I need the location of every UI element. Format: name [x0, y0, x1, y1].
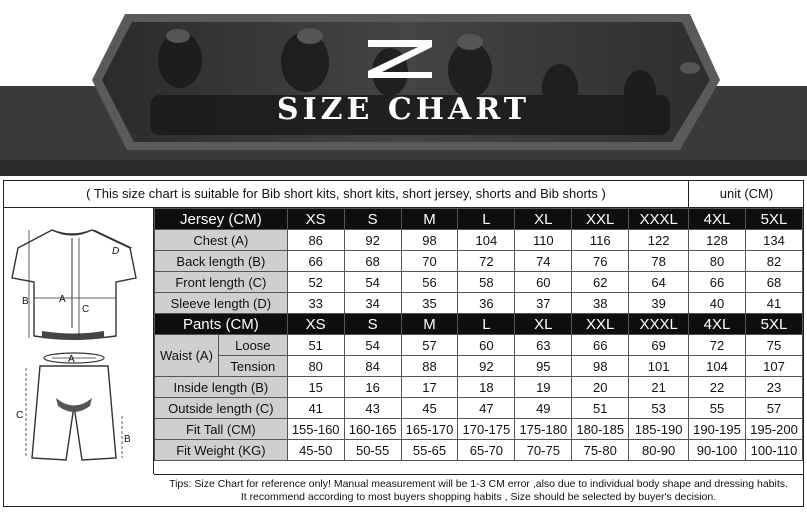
- unit-label: unit (CM): [688, 181, 804, 207]
- table-cell: 63: [515, 335, 572, 356]
- table-cell: 58: [458, 272, 515, 293]
- table-cell: 64: [629, 272, 689, 293]
- table-cell: 88: [401, 356, 458, 377]
- table-cell: 36: [458, 293, 515, 314]
- table-cell: 92: [344, 230, 401, 251]
- size-header: XXL: [572, 314, 629, 335]
- size-header: XXXL: [629, 209, 689, 230]
- table-cell: 104: [458, 230, 515, 251]
- table-row: [155, 293, 803, 314]
- shorts-label-a: A: [68, 354, 75, 365]
- table-cell: 160-165: [344, 419, 401, 440]
- shorts-label-c: C: [16, 410, 24, 421]
- table-cell: 195-200: [745, 419, 802, 440]
- row-label: Fit Tall (CM): [155, 419, 288, 440]
- table-cell: 68: [745, 272, 802, 293]
- size-header: XL: [515, 209, 572, 230]
- size-header: XS: [287, 314, 344, 335]
- table-cell: 56: [401, 272, 458, 293]
- table-cell: 50-55: [344, 440, 401, 461]
- table-cell: 101: [629, 356, 689, 377]
- table-cell: 107: [745, 356, 802, 377]
- size-header: XS: [287, 209, 344, 230]
- table-cell: 17: [401, 377, 458, 398]
- table-cell: 45-50: [287, 440, 344, 461]
- table-cell: 95: [515, 356, 572, 377]
- table-cell: 15: [287, 377, 344, 398]
- table-cell: 69: [629, 335, 689, 356]
- table-cell: 35: [401, 293, 458, 314]
- table-cell: 80-90: [629, 440, 689, 461]
- tips-line-1: Tips: Size Chart for reference only! Manual measurement will be 1-3 CM error ,also due to individual body shape and dressing habits.: [169, 478, 788, 490]
- pants-header-row: [155, 314, 803, 335]
- waist-label: Waist (A): [155, 335, 219, 377]
- table-cell: 180-185: [572, 419, 629, 440]
- table-cell: 57: [745, 398, 802, 419]
- table-cell: 70-75: [515, 440, 572, 461]
- pants-header: Pants (CM): [155, 314, 288, 335]
- table-cell: 21: [629, 377, 689, 398]
- banner: [0, 0, 807, 176]
- table-cell: 128: [689, 230, 746, 251]
- table-cell: 60: [515, 272, 572, 293]
- shorts-label-b: B: [124, 434, 131, 445]
- size-table: [154, 208, 803, 461]
- table-cell: 39: [629, 293, 689, 314]
- jersey-label-d: D: [112, 246, 120, 257]
- size-header: 4XL: [689, 209, 746, 230]
- table-cell: 54: [344, 335, 401, 356]
- table-row: [155, 398, 803, 419]
- table-cell: 51: [287, 335, 344, 356]
- table-cell: 37: [515, 293, 572, 314]
- table-cell: 68: [344, 251, 401, 272]
- row-sublabel: Tension: [218, 356, 287, 377]
- table-row: [155, 251, 803, 272]
- tips-line-2: It recommend according to most buyers shopping habits , Size should be selected by buyer's decision.: [240, 491, 717, 503]
- size-header: S: [344, 209, 401, 230]
- table-cell: 134: [745, 230, 802, 251]
- table-cell: 170-175: [458, 419, 515, 440]
- table-cell: 66: [572, 335, 629, 356]
- table-cell: 90-100: [689, 440, 746, 461]
- table-cell: 20: [572, 377, 629, 398]
- row-label: Outside length (C): [155, 398, 288, 419]
- table-cell: 185-190: [629, 419, 689, 440]
- table-cell: 66: [689, 272, 746, 293]
- illustration-panel: [4, 208, 154, 474]
- garment-diagram: [4, 208, 153, 474]
- banner-graphic: [0, 0, 807, 176]
- row-label: Front length (C): [155, 272, 288, 293]
- table-cell: 45: [401, 398, 458, 419]
- table-cell: 75: [745, 335, 802, 356]
- note-text: ( This size chart is suitable for Bib short kits, short kits, short jersey, shorts and Bib shorts ): [86, 186, 606, 201]
- row-label: Chest (A): [155, 230, 288, 251]
- table-cell: 116: [572, 230, 629, 251]
- table-cell: 86: [287, 230, 344, 251]
- size-header: 5XL: [745, 209, 802, 230]
- table-cell: 78: [629, 251, 689, 272]
- table-cell: 47: [458, 398, 515, 419]
- table-cell: 55-65: [401, 440, 458, 461]
- jersey-header-row: [155, 209, 803, 230]
- table-cell: 22: [689, 377, 746, 398]
- size-header: L: [458, 209, 515, 230]
- table-cell: 38: [572, 293, 629, 314]
- row-sublabel: Loose: [218, 335, 287, 356]
- table-row: [155, 230, 803, 251]
- table-cell: 100-110: [745, 440, 802, 461]
- table-cell: 62: [572, 272, 629, 293]
- table-row: [155, 272, 803, 293]
- table-cell: 155-160: [287, 419, 344, 440]
- size-header: M: [401, 314, 458, 335]
- table-row: [155, 335, 803, 356]
- page-title: SIZE CHART: [276, 92, 531, 127]
- size-header: L: [458, 314, 515, 335]
- table-cell: 76: [572, 251, 629, 272]
- table-cell: 70: [401, 251, 458, 272]
- table-cell: 40: [689, 293, 746, 314]
- table-cell: 74: [515, 251, 572, 272]
- table-cell: 82: [745, 251, 802, 272]
- size-header: XL: [515, 314, 572, 335]
- table-row: [155, 356, 803, 377]
- size-header: XXXL: [629, 314, 689, 335]
- note-row: [4, 181, 803, 208]
- table-cell: 16: [344, 377, 401, 398]
- size-header: S: [344, 314, 401, 335]
- table-cell: 98: [572, 356, 629, 377]
- table-cell: 110: [515, 230, 572, 251]
- table-cell: 92: [458, 356, 515, 377]
- row-label: Sleeve length (D): [155, 293, 288, 314]
- table-cell: 65-70: [458, 440, 515, 461]
- table-cell: 190-195: [689, 419, 746, 440]
- size-header: 4XL: [689, 314, 746, 335]
- table-cell: 18: [458, 377, 515, 398]
- row-label: Back length (B): [155, 251, 288, 272]
- jersey-label-a: A: [59, 294, 66, 305]
- table-cell: 72: [689, 335, 746, 356]
- table-cell: 72: [458, 251, 515, 272]
- table-cell: 49: [515, 398, 572, 419]
- table-cell: 98: [401, 230, 458, 251]
- table-cell: 52: [287, 272, 344, 293]
- tips: [154, 474, 803, 506]
- row-label: Inside length (B): [155, 377, 288, 398]
- table-cell: 53: [629, 398, 689, 419]
- table-cell: 66: [287, 251, 344, 272]
- table-cell: 84: [344, 356, 401, 377]
- table-row: [155, 377, 803, 398]
- table-cell: 104: [689, 356, 746, 377]
- table-cell: 175-180: [515, 419, 572, 440]
- table-row: [155, 419, 803, 440]
- size-header: M: [401, 209, 458, 230]
- table-cell: 55: [689, 398, 746, 419]
- jersey-label-b: B: [22, 296, 29, 307]
- table-cell: 51: [572, 398, 629, 419]
- table-cell: 41: [287, 398, 344, 419]
- table-cell: 165-170: [401, 419, 458, 440]
- shorts-diagram: [26, 353, 122, 460]
- table-row: [155, 440, 803, 461]
- row-label: Fit Weight (KG): [155, 440, 288, 461]
- table-cell: 57: [401, 335, 458, 356]
- size-header: 5XL: [745, 314, 802, 335]
- size-table-body: [155, 209, 803, 461]
- table-cell: 43: [344, 398, 401, 419]
- table-cell: 122: [629, 230, 689, 251]
- table-cell: 23: [745, 377, 802, 398]
- table-cell: 41: [745, 293, 802, 314]
- size-chart: [3, 180, 804, 507]
- table-cell: 60: [458, 335, 515, 356]
- jersey-label-c: C: [82, 304, 90, 315]
- table-cell: 33: [287, 293, 344, 314]
- table-cell: 80: [689, 251, 746, 272]
- table-cell: 75-80: [572, 440, 629, 461]
- table-cell: 54: [344, 272, 401, 293]
- table-cell: 19: [515, 377, 572, 398]
- table-cell: 80: [287, 356, 344, 377]
- table-cell: 34: [344, 293, 401, 314]
- size-header: XXL: [572, 209, 629, 230]
- jersey-header: Jersey (CM): [155, 209, 288, 230]
